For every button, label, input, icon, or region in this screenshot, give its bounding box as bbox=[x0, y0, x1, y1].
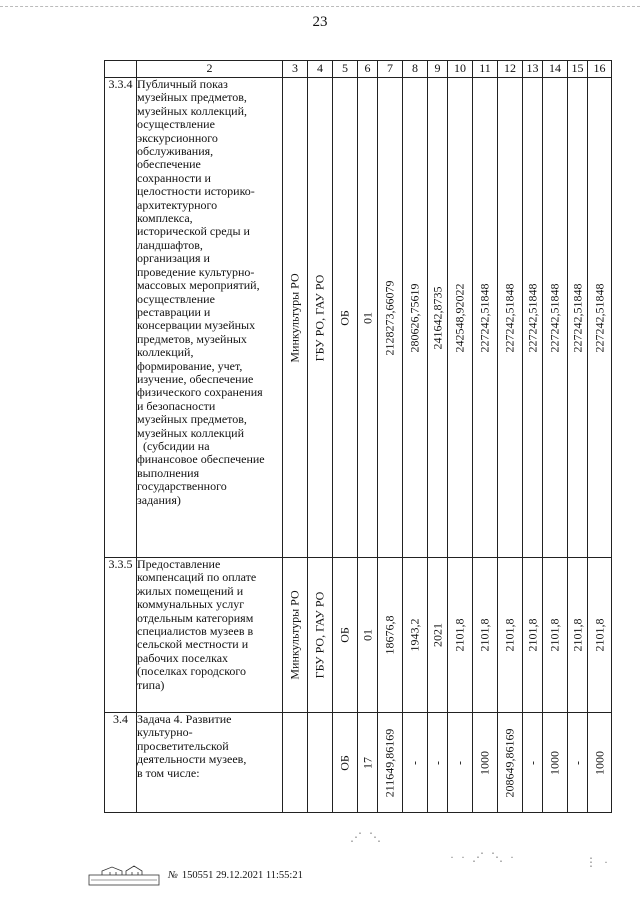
row-name-line: ландшафтов, bbox=[137, 237, 203, 252]
row-name-line: коммунальных услуг bbox=[137, 597, 245, 612]
cell-value: 01 bbox=[359, 629, 374, 641]
cell-value: 227242,51848 bbox=[477, 283, 492, 352]
top-edge-line bbox=[0, 6, 640, 7]
row-name-line: архитектурного bbox=[137, 197, 218, 212]
header-cell: 13 bbox=[523, 61, 543, 78]
header-cell: 7 bbox=[378, 61, 403, 78]
scan-smudge: ⋰ ⋱ bbox=[350, 830, 383, 844]
header-cell: 9 bbox=[428, 61, 448, 78]
row-name-line: физического сохранения bbox=[137, 385, 263, 400]
cell-value: 241642,8735 bbox=[429, 286, 444, 349]
header-cell: 16 bbox=[588, 61, 612, 78]
row-name-line: изучение, обеспечение bbox=[137, 371, 254, 386]
value-cell bbox=[333, 78, 358, 558]
row-name-line: деятельности музеев, bbox=[137, 752, 247, 767]
header-cell: 6 bbox=[358, 61, 378, 78]
value-cell bbox=[568, 78, 588, 558]
cell-value: - bbox=[452, 760, 467, 765]
value-cell bbox=[448, 78, 473, 558]
cell-value: 227242,51848 bbox=[502, 283, 517, 352]
value-cell bbox=[308, 713, 333, 813]
cell-value: - bbox=[407, 760, 422, 765]
row-name-line: музейных предметов, bbox=[137, 412, 247, 427]
value-cell bbox=[403, 78, 428, 558]
row-name-line: специалистов музеев в bbox=[137, 624, 254, 639]
value-cell bbox=[588, 78, 612, 558]
value-cell bbox=[473, 78, 498, 558]
value-cell bbox=[358, 713, 378, 813]
row-name-line: в том числе: bbox=[137, 765, 200, 780]
row-name-line: финансовое обеспечение bbox=[137, 452, 265, 467]
cell-value: 2101,8 bbox=[547, 618, 562, 652]
row-number: 3.4 bbox=[105, 713, 137, 813]
header-cell: 15 bbox=[568, 61, 588, 78]
header-cell: 10 bbox=[448, 61, 473, 78]
header-cell: 14 bbox=[543, 61, 568, 78]
row-name-line: осуществление bbox=[137, 291, 215, 306]
row-name-line: Задача 4. Развитие bbox=[137, 712, 232, 726]
header-cell: 3 bbox=[283, 61, 308, 78]
value-cell bbox=[283, 558, 308, 713]
cell-value: ГБУ РО, ГАУ РО bbox=[312, 591, 327, 679]
cell-value: 208649,86169 bbox=[502, 728, 517, 797]
document-footer bbox=[88, 862, 303, 888]
cell-value: - bbox=[569, 760, 584, 765]
cell-value: 280626,75619 bbox=[407, 283, 422, 352]
cell-value: 227242,51848 bbox=[547, 283, 562, 352]
row-name-line: задания) bbox=[137, 492, 181, 507]
row-name-line: консервации музейных bbox=[137, 318, 256, 333]
cell-value: 227242,51848 bbox=[524, 283, 539, 352]
header-cell: 11 bbox=[473, 61, 498, 78]
value-cell bbox=[428, 713, 448, 813]
row-name-line: музейных предметов, bbox=[137, 90, 247, 105]
cell-value: 2128273,66079 bbox=[382, 280, 397, 355]
cell-value: 2101,8 bbox=[502, 618, 517, 652]
row-name-line: исторической среды и bbox=[137, 224, 250, 239]
row-name-line: жилых помещений и bbox=[137, 583, 244, 598]
cell-value: 2101,8 bbox=[591, 618, 606, 652]
value-cell bbox=[543, 78, 568, 558]
value-cell bbox=[333, 558, 358, 713]
cell-value: 1000 bbox=[477, 750, 492, 775]
row-name-line: обслуживания, bbox=[137, 144, 214, 159]
row-name-line: отдельным категориям bbox=[137, 610, 254, 625]
table-row bbox=[105, 558, 612, 713]
cell-value: 242548,92022 bbox=[452, 283, 467, 352]
value-cell bbox=[498, 78, 523, 558]
row-name-line: музейных коллекций, bbox=[137, 103, 248, 118]
doc-mark: № bbox=[168, 869, 178, 881]
value-cell bbox=[378, 558, 403, 713]
value-cell bbox=[403, 558, 428, 713]
value-cell bbox=[308, 78, 333, 558]
value-cell bbox=[378, 713, 403, 813]
row-name bbox=[137, 78, 283, 558]
cell-value: 17 bbox=[359, 756, 374, 769]
row-name bbox=[137, 713, 283, 813]
table-row bbox=[105, 78, 612, 558]
row-name-line: коллекций, bbox=[137, 345, 194, 360]
cell-value: 1943,2 bbox=[407, 618, 422, 652]
value-cell bbox=[543, 558, 568, 713]
row-name-line: предметов, музейных bbox=[137, 331, 247, 346]
row-name-line: осуществление bbox=[137, 117, 215, 132]
row-name-line: сохранности и bbox=[137, 170, 211, 185]
value-cell bbox=[448, 558, 473, 713]
cell-value: - bbox=[524, 760, 539, 765]
row-name-line: экскурсионного bbox=[137, 130, 218, 145]
cell-value: 2101,8 bbox=[524, 618, 539, 652]
cell-value: 1000 bbox=[591, 750, 606, 775]
row-name-line: рабочих поселках bbox=[137, 650, 229, 665]
value-cell bbox=[568, 558, 588, 713]
header-cell: 8 bbox=[403, 61, 428, 78]
header-cell: 5 bbox=[333, 61, 358, 78]
budget-table bbox=[104, 60, 612, 813]
doc-info: 150551 29.12.2021 11:55:21 bbox=[181, 869, 303, 881]
row-name-line: комплекса, bbox=[137, 211, 193, 226]
cell-value: 2101,8 bbox=[569, 618, 584, 652]
value-cell bbox=[588, 713, 612, 813]
row-name-line: музейных коллекций bbox=[137, 425, 245, 440]
value-cell bbox=[378, 78, 403, 558]
value-cell bbox=[403, 713, 428, 813]
value-cell bbox=[333, 713, 358, 813]
value-cell bbox=[523, 558, 543, 713]
value-cell bbox=[283, 713, 308, 813]
cell-value: - bbox=[429, 760, 444, 765]
value-cell bbox=[588, 558, 612, 713]
row-number: 3.3.5 bbox=[105, 558, 137, 713]
row-name-line: (субсидии на bbox=[137, 438, 210, 453]
row-name-line: Предоставление bbox=[137, 557, 221, 571]
cell-value: ОБ bbox=[337, 309, 352, 326]
row-name-line: просветительской bbox=[137, 738, 229, 753]
row-number: 3.3.4 bbox=[105, 78, 137, 558]
row-name-line: (поселках городского bbox=[137, 664, 247, 679]
row-name-line: сельской местности и bbox=[137, 637, 249, 652]
table-header-row bbox=[105, 61, 612, 78]
row-name-line: типа) bbox=[137, 677, 165, 692]
header-cell-empty bbox=[105, 61, 137, 78]
row-name-line: выполнения bbox=[137, 465, 200, 480]
value-cell bbox=[568, 713, 588, 813]
row-name-line: государственного bbox=[137, 479, 227, 494]
row-name-line: и безопасности bbox=[137, 398, 216, 413]
value-cell bbox=[358, 78, 378, 558]
row-name-line: культурно- bbox=[137, 725, 193, 740]
value-cell bbox=[543, 713, 568, 813]
value-cell bbox=[308, 558, 333, 713]
cell-value: ОБ bbox=[337, 754, 352, 771]
cell-value: Минкультуры РО bbox=[287, 272, 302, 363]
value-cell bbox=[428, 78, 448, 558]
value-cell bbox=[283, 78, 308, 558]
value-cell bbox=[498, 713, 523, 813]
row-name-line: организация и bbox=[137, 251, 210, 266]
scan-smudge: · · ⋰ ⋱ · bbox=[450, 850, 516, 864]
row-name bbox=[137, 558, 283, 713]
row-name-line: формирование, учет, bbox=[137, 358, 243, 373]
row-name-line: проведение культурно- bbox=[137, 264, 255, 279]
value-cell bbox=[428, 558, 448, 713]
value-cell bbox=[498, 558, 523, 713]
cell-value: 227242,51848 bbox=[591, 283, 606, 352]
cell-value: 227242,51848 bbox=[569, 283, 584, 352]
table-row bbox=[105, 713, 612, 813]
value-cell bbox=[448, 713, 473, 813]
scan-smudge: ⋮ · bbox=[585, 855, 610, 869]
header-cell: 4 bbox=[308, 61, 333, 78]
cell-value: 18676,8 bbox=[382, 615, 397, 655]
header-cell: 12 bbox=[498, 61, 523, 78]
cell-value: 211649,86169 bbox=[382, 728, 397, 797]
value-cell bbox=[358, 558, 378, 713]
cell-value: 2101,8 bbox=[477, 618, 492, 652]
value-cell bbox=[473, 558, 498, 713]
value-cell bbox=[473, 713, 498, 813]
row-name-line: компенсаций по оплате bbox=[137, 570, 257, 585]
building-stamp-icon bbox=[88, 863, 160, 887]
cell-value: ГБУ РО, ГАУ РО bbox=[312, 274, 327, 361]
row-name-line: массовых мероприятий, bbox=[137, 278, 260, 293]
value-cell bbox=[523, 713, 543, 813]
row-name-line: обеспечение bbox=[137, 157, 201, 172]
value-cell bbox=[523, 78, 543, 558]
row-name-line: целостности историко- bbox=[137, 184, 255, 199]
cell-value: 2021 bbox=[429, 623, 444, 647]
cell-value: ОБ bbox=[337, 627, 352, 643]
cell-value: 2101,8 bbox=[452, 618, 467, 652]
header-cell: 2 bbox=[137, 61, 283, 78]
cell-value: 01 bbox=[359, 311, 374, 324]
row-name-line: реставрации и bbox=[137, 304, 211, 319]
cell-value: Минкультуры РО bbox=[287, 590, 302, 680]
page-number: 23 bbox=[312, 14, 328, 30]
row-name-line: Публичный показ bbox=[137, 77, 228, 91]
cell-value: 1000 bbox=[547, 750, 562, 775]
